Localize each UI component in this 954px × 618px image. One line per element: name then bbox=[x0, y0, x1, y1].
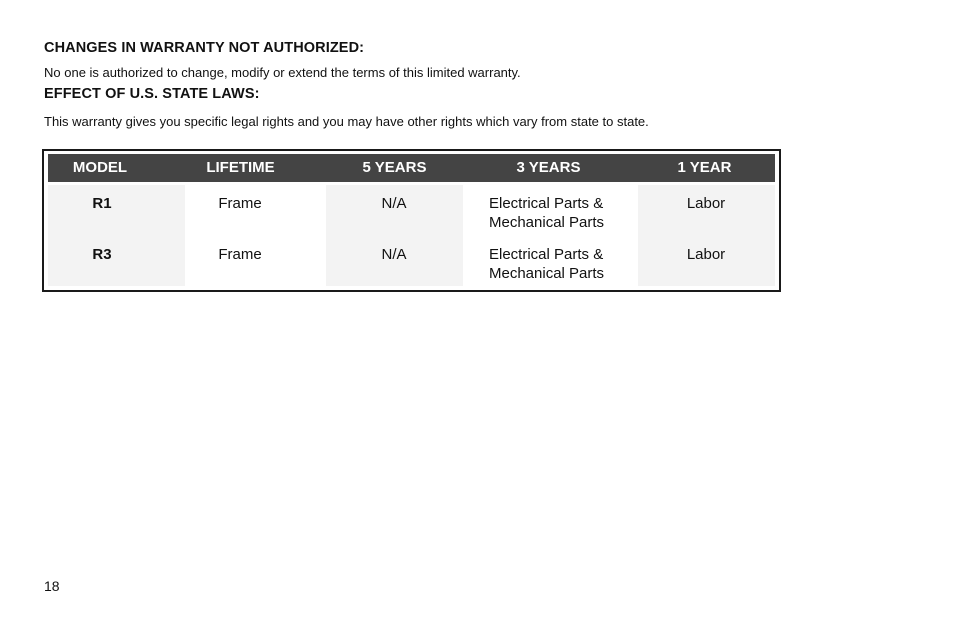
cell-model: R3 bbox=[92, 246, 112, 263]
cell-1-year: Labor bbox=[686, 195, 726, 212]
header-1-year: 1 YEAR bbox=[677, 159, 732, 176]
cell-3-years-line1: Electrical Parts & bbox=[489, 246, 604, 263]
header-5-years: 5 YEARS bbox=[362, 159, 427, 176]
table-header-row bbox=[48, 154, 775, 182]
page-number: 18 bbox=[44, 578, 60, 594]
cell-3-years bbox=[489, 194, 604, 232]
cell-5-years: N/A bbox=[381, 246, 407, 263]
cell-model: R1 bbox=[92, 195, 112, 212]
warranty-table bbox=[42, 149, 781, 292]
cell-3-years bbox=[489, 245, 604, 283]
section-heading-warranty-changes: CHANGES IN WARRANTY NOT AUTHORIZED: bbox=[44, 40, 365, 56]
section-text-warranty-changes: No one is authorized to change, modify or extend the terms of this limited warranty. bbox=[44, 65, 521, 80]
header-lifetime: LIFETIME bbox=[206, 159, 275, 176]
section-heading-state-laws: EFFECT OF U.S. STATE LAWS: bbox=[44, 86, 260, 102]
header-3-years: 3 YEARS bbox=[516, 159, 581, 176]
section-text-state-laws: This warranty gives you specific legal rights and you may have other rights which vary from state to state. bbox=[44, 114, 649, 129]
cell-1-year: Labor bbox=[686, 246, 726, 263]
cell-lifetime: Frame bbox=[218, 195, 262, 212]
header-model: MODEL bbox=[72, 159, 128, 176]
cell-3-years-line2: Mechanical Parts bbox=[489, 265, 605, 282]
cell-lifetime: Frame bbox=[218, 246, 262, 263]
cell-3-years-line2: Mechanical Parts bbox=[489, 214, 605, 231]
cell-5-years: N/A bbox=[381, 195, 407, 212]
cell-3-years-line1: Electrical Parts & bbox=[489, 195, 604, 212]
